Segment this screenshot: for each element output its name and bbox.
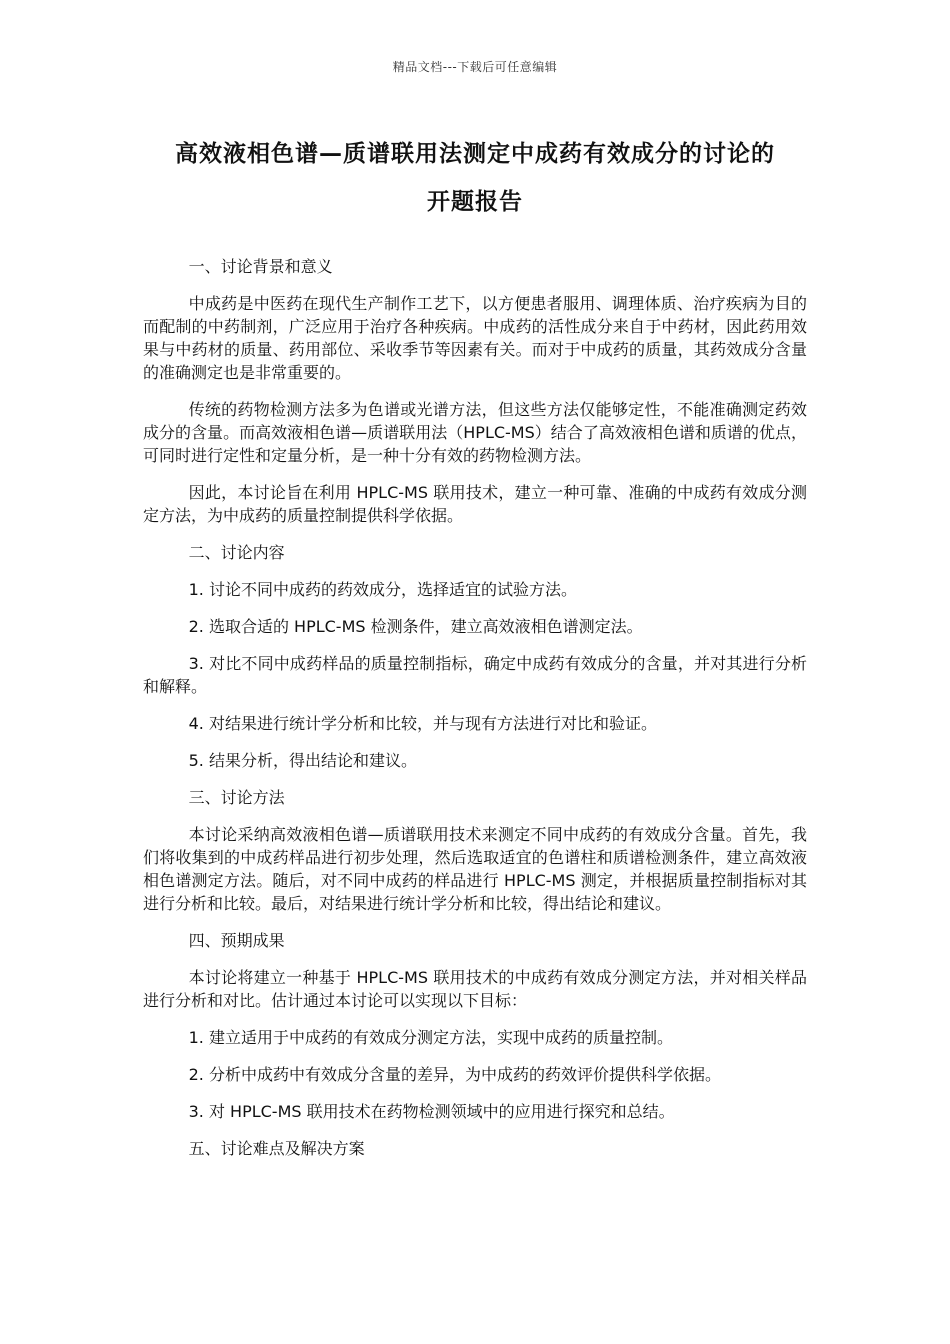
section-heading-difficulties: 五、讨论难点及解决方案 <box>188 1139 365 1158</box>
content-list-item: 1. 讨论不同中成药的药效成分，选择适宜的试验方法。 <box>188 580 577 599</box>
background-paragraph-2: 传统的药物检测方法多为色谱或光谱方法，但这些方法仅能够定性，不能准确测定药效成分的含量。而高效液相色谱—质谱联用法（HPLC-MS）结合了高效液相色谱和质谱的优点，可同时进行定性和定量分析，是一种十分有效的药物检测方法。 <box>143 400 807 465</box>
section-heading-expected-results: 四、预期成果 <box>188 931 285 950</box>
header-note: 精品文档---下载后可任意编辑 <box>392 60 558 74</box>
document-body <box>143 255 807 1174</box>
section-heading-methods: 三、讨论方法 <box>188 788 285 807</box>
expected-results-list-item: 3. 对 HPLC-MS 联用技术在药物检测领域中的应用进行探究和总结。 <box>188 1102 675 1121</box>
expected-results-paragraph: 本讨论将建立一种基于 HPLC-MS 联用技术的中成药有效成分测定方法，并对相关样品进行分析和对比。估计通过本讨论可以实现以下目标： <box>143 968 807 1010</box>
background-paragraph-1: 中成药是中医药在现代生产制作工艺下，以方便患者服用、调理体质、治疗疾病为目的而配制的中药制剂，广泛应用于治疗各种疾病。中成药的活性成分来自于中药材，因此药用效果与中药材的质量、药用部位、采收季节等因素有关。而对于中成药的质量，其药效成分含量的准确测定也是非常重要的。 <box>143 294 807 382</box>
document-title-line-1: 高效液相色谱—质谱联用法测定中成药有效成分的讨论的 <box>175 141 775 167</box>
expected-results-list-item: 1. 建立适用于中成药的有效成分测定方法，实现中成药的质量控制。 <box>188 1028 673 1047</box>
section-heading-background: 一、讨论背景和意义 <box>188 257 333 276</box>
background-paragraph-3: 因此，本讨论旨在利用 HPLC-MS 联用技术，建立一种可靠、准确的中成药有效成分测定方法，为中成药的质量控制提供科学依据。 <box>143 483 807 525</box>
content-list-item: 2. 选取合适的 HPLC-MS 检测条件，建立高效液相色谱测定法。 <box>188 617 643 636</box>
section-heading-content: 二、讨论内容 <box>188 543 285 562</box>
methods-paragraph: 本讨论采纳高效液相色谱—质谱联用技术来测定不同中成药的有效成分含量。首先，我们将收集到的中成药样品进行初步处理，然后选取适宜的色谱柱和质谱检测条件，建立高效液相色谱测定方法。随后，对不同中成药的样品进行 HPLC-MS 测定，并根据质量控制指标对其进行分析和比较。最后，对结果进行统计学分析和比较，得出结论和建议。 <box>143 825 807 913</box>
content-list-item: 4. 对结果进行统计学分析和比较，并与现有方法进行对比和验证。 <box>188 714 657 733</box>
document-title <box>120 130 830 226</box>
document-title-line-2: 开题报告 <box>427 189 523 215</box>
content-list-item: 5. 结果分析，得出结论和建议。 <box>188 751 417 770</box>
content-list-item: 3. 对比不同中成药样品的质量控制指标，确定中成药有效成分的含量，并对其进行分析和解释。 <box>143 654 807 696</box>
expected-results-list-item: 2. 分析中成药中有效成分含量的差异，为中成药的药效评价提供科学依据。 <box>188 1065 721 1084</box>
